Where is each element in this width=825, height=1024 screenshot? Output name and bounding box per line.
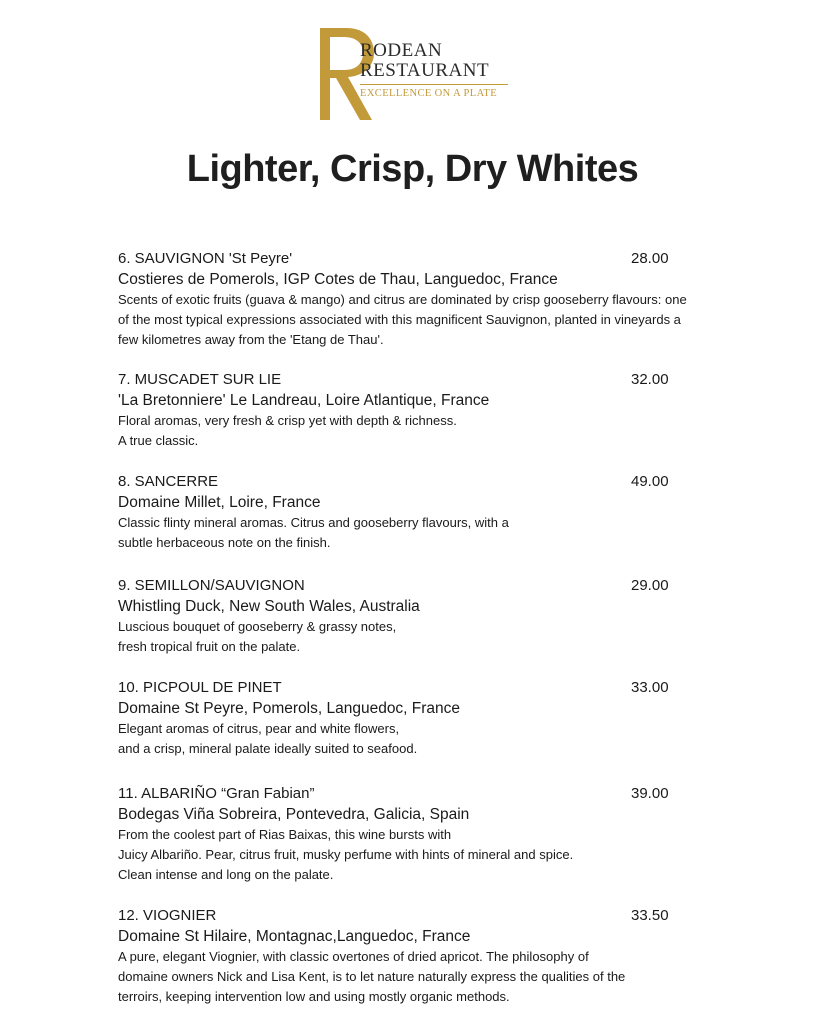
wine-name: 9. SEMILLON/SAUVIGNON	[118, 577, 305, 594]
description-line: few kilometres away from the 'Etang de Thau'.	[118, 332, 384, 347]
wine-item	[118, 577, 718, 657]
wine-item	[118, 371, 718, 451]
wine-name: 12. VIOGNIER	[118, 907, 217, 924]
description-line: A true classic.	[118, 433, 199, 448]
description-line: of the most typical expressions associated with this magnificent Sauvignon, planted in vineyards a	[118, 312, 681, 327]
description-line: From the coolest part of Rias Baixas, this wine bursts with	[118, 827, 452, 842]
description-line: Luscious bouquet of gooseberry & grassy notes,	[118, 619, 397, 634]
wine-origin: Domaine Millet, Loire, France	[118, 494, 321, 511]
logo-divider	[360, 84, 508, 85]
wine-description	[118, 290, 718, 350]
wine-name: 11. ALBARIÑO “Gran Fabian”	[118, 785, 315, 802]
wine-description	[118, 411, 718, 451]
wine-item	[118, 679, 718, 759]
description-line: Scents of exotic fruits (guava & mango) and citrus are dominated by crisp gooseberry flavours: one	[118, 292, 687, 307]
wine-origin: Domaine St Peyre, Pomerols, Languedoc, France	[118, 700, 461, 717]
wine-description	[118, 513, 718, 553]
description-line: domaine owners Nick and Lisa Kent, is to let nature naturally express the qualities of the	[118, 969, 626, 984]
page-title: Lighter, Crisp, Dry Whites	[186, 148, 639, 190]
wine-description	[118, 617, 718, 657]
wine-item	[118, 907, 718, 1007]
description-line: terroirs, keeping intervention low and using mostly organic methods.	[118, 989, 510, 1004]
description-line: Elegant aromas of citrus, pear and white flowers,	[118, 721, 400, 736]
description-line: subtle herbaceous note on the finish.	[118, 535, 331, 550]
wine-price: 32.00	[631, 371, 669, 388]
wine-name: 6. SAUVIGNON 'St Peyre'	[118, 250, 293, 267]
logo-text-line2: RESTAURANT	[360, 60, 490, 81]
wine-description	[118, 719, 718, 759]
description-line: Clean intense and long on the palate.	[118, 867, 334, 882]
wine-price: 49.00	[631, 473, 669, 490]
wine-name: 7. MUSCADET SUR LIE	[118, 371, 282, 388]
wine-price: 29.00	[631, 577, 669, 594]
logo-tagline: EXCELLENCE ON A PLATE	[360, 88, 498, 99]
wine-origin: Costieres de Pomerols, IGP Cotes de Thau, Languedoc, France	[118, 271, 558, 288]
wine-item	[118, 473, 718, 553]
wine-description	[118, 947, 718, 1007]
wine-price: 33.50	[631, 907, 669, 924]
wine-name: 10. PICPOUL DE PINET	[118, 679, 282, 696]
logo-text-line1: RODEAN	[360, 40, 443, 61]
wine-price: 39.00	[631, 785, 669, 802]
description-line: Floral aromas, very fresh & crisp yet with depth & richness.	[118, 413, 457, 428]
wine-origin: Whistling Duck, New South Wales, Australia	[118, 598, 420, 615]
wine-description	[118, 825, 718, 885]
wine-item	[118, 785, 718, 885]
wine-name: 8. SANCERRE	[118, 473, 219, 490]
wine-origin: 'La Bretonniere' Le Landreau, Loire Atlantique, France	[118, 392, 490, 409]
wine-origin: Bodegas Viña Sobreira, Pontevedra, Galicia, Spain	[118, 806, 470, 823]
restaurant-logo	[316, 26, 516, 122]
wine-item	[118, 250, 718, 350]
wine-origin: Domaine St Hilaire, Montagnac,Languedoc, France	[118, 928, 471, 945]
wine-price: 28.00	[631, 250, 669, 267]
description-line: and a crisp, mineral palate ideally suited to seafood.	[118, 741, 418, 756]
wine-price: 33.00	[631, 679, 669, 696]
description-line: Classic flinty mineral aromas. Citrus and gooseberry flavours, with a	[118, 515, 509, 530]
description-line: fresh tropical fruit on the palate.	[118, 639, 301, 654]
description-line: Juicy Albariño. Pear, citrus fruit, musky perfume with hints of mineral and spice.	[118, 847, 574, 862]
description-line: A pure, elegant Viognier, with classic overtones of dried apricot. The philosophy of	[118, 949, 589, 964]
